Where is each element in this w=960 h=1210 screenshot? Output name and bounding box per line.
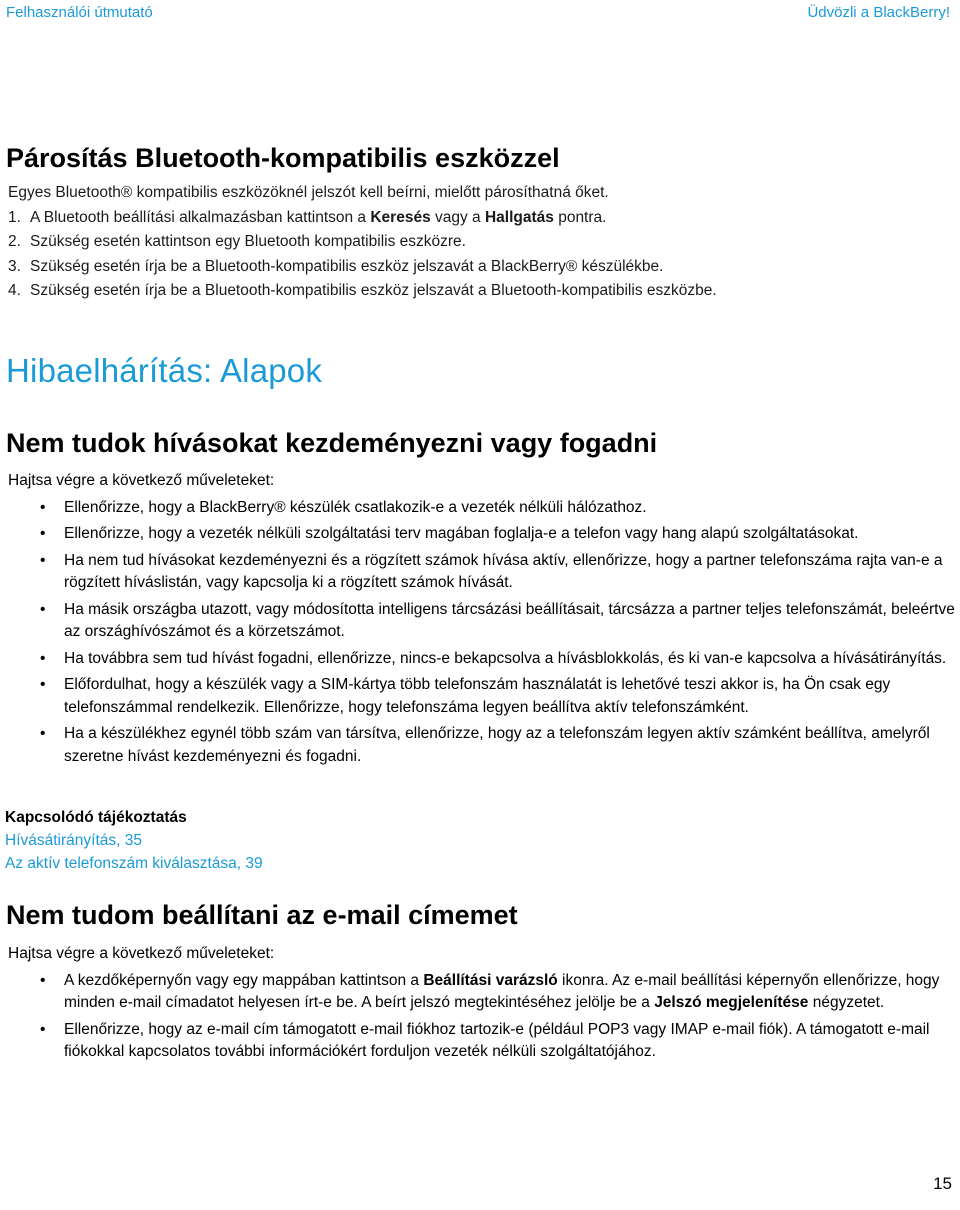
step-text: Szükség esetén írja be a Bluetooth-kompatibilis eszköz jelszavát a BlackBerry® készülékbe. [30,257,664,275]
running-header-left: Felhasználói útmutató [6,4,153,21]
running-header-right: Üdvözli a BlackBerry! [807,4,950,21]
step-number: 1. [8,208,21,226]
list-item-text: Ellenőrizze, hogy a vezeték nélküli szolgáltatási terv magában foglalja-e a telefon vagy hang alapú szolgáltatásokat. [64,525,859,542]
pairing-title: Párosítás Bluetooth-kompatibilis eszközzel [6,143,560,173]
email-title: Nem tudom beállítani az e-mail címemet [6,900,518,930]
related-info-title: Kapcsolódó tájékoztatás [5,809,187,826]
bullet-icon: • [40,725,46,742]
step-text: Szükség esetén írja be a Bluetooth-kompatibilis eszköz jelszavát a Bluetooth-kompatibilis eszközbe. [30,282,717,299]
email-intro: Hajtsa végre a következő műveleteket: [8,945,275,962]
list-item [8,648,956,671]
step-text: vagy a [430,208,485,226]
list-item-text: Ha nem tud hívásokat kezdeményezni és a rögzített számok hívása aktív, ellenőrizze, hogy a partner telefonszáma rajta van-e a rögzített híváslistán, vagy kapcsolja ki a rögzített számok hívását. [64,551,943,591]
related-link-active-number[interactable]: Az aktív telefonszám kiválasztása, 39 [5,855,263,872]
bullet-icon: • [40,600,46,618]
pairing-intro: Egyes Bluetooth® kompatibilis eszközöknél jelszót kell beírni, mielőtt párosíthatná őket. [8,184,609,201]
bullet-icon: • [40,1020,46,1038]
calls-section [8,470,956,768]
list-item-text: Ha továbbra sem tud hívást fogadni, ellenőrizze, nincs-e bekapcsolva a hívásblokkolás, és ki van-e kapcsolva a hívásátirányítás. [64,649,947,667]
list-item-text: A kezdőképernyőn vagy egy mappában kattintson a [64,971,424,989]
pairing-step [8,255,948,280]
step-bold-listen: Hallgatás [484,208,554,226]
list-item-text: négyzetet. [808,994,885,1011]
step-number: 4. [8,282,21,299]
step-number: 2. [8,233,21,250]
page-number: 15 [933,1174,952,1193]
bullet-icon: • [40,971,46,989]
email-section [8,943,956,1064]
list-item-text: Ha a készülékhez egynél több szám van társítva, ellenőrizze, hogy az a telefonszám legyen aktív számként beállítva, amelyről szeretne hívást kezdeményezni és fogadni. [64,725,930,765]
pairing-step [8,279,948,304]
step-text: Szükség esetén kattintson egy Bluetooth kompatibilis eszközre. [30,233,466,250]
step-text: pontra. [553,208,607,226]
email-bullets [8,970,956,1064]
list-item [8,674,956,719]
pairing-step [8,206,948,231]
list-item [8,599,956,644]
step-text: A Bluetooth beállítási alkalmazásban kattintson a [30,208,371,226]
calls-intro: Hajtsa végre a következő műveleteket: [8,472,275,489]
list-item [8,1019,956,1064]
troubleshooting-title: Hibaelhárítás: Alapok [6,352,323,389]
bullet-icon: • [40,551,46,569]
list-item-text: Ellenőrizze, hogy az e-mail cím támogatott e-mail fiókhoz tartozik-e (például POP3 vagy IMAP e-mail fiók). A támogatott e-mail fiókokkal kapcsolatos további információkért forduljon vezeték nélküli szolgáltatójához. [64,1020,930,1060]
calls-title: Nem tudok hívásokat kezdeményezni vagy fogadni [6,428,658,458]
step-number: 3. [8,257,21,275]
list-item-text: ikonra. Az e-mail beállítási képernyőn ellenőrizze, hogy minden e-mail címadatot helyesen írt-e be. A beírt jelszó megtekintéséhez jelölje be a [64,971,940,1011]
list-item [8,523,956,546]
list-item [8,723,956,768]
list-item-text: Előfordulhat, hogy a készülék vagy a SIM-kártya több telefonszám használatát is lehetővé teszi akkor is, ha Ön csak egy telefonszámmal rendelkezik. Ellenőrizze, hogy telefonszáma legyen beállítva aktív telefonszámként. [64,676,891,716]
related-link-call-forwarding[interactable]: Hívásátirányítás, 35 [5,832,142,849]
setup-wizard-label: Beállítási varázsló [423,971,558,989]
related-info [5,806,263,875]
bullet-icon: • [40,498,46,516]
calls-bullets [8,497,956,769]
list-item [8,497,956,520]
bullet-icon: • [40,525,46,542]
list-item-text: Ha másik országba utazott, vagy módosította intelligens tárcsázási beállításait, tárcsázza a partner teljes telefonszámát, beleértve az országhívószámot és a körzetszámot. [64,600,955,640]
bullet-icon: • [40,676,46,693]
step-bold-search: Keresés [370,208,431,226]
pairing-steps [8,206,948,304]
list-item-text: Ellenőrizze, hogy a BlackBerry® készülék csatlakozik-e a vezeték nélküli hálózathoz. [64,498,647,516]
pairing-section [8,181,948,304]
bullet-icon: • [40,649,46,667]
list-item [8,970,956,1015]
show-password-label: Jelszó megjelenítése [654,994,809,1011]
pairing-step [8,230,948,255]
list-item [8,550,956,595]
